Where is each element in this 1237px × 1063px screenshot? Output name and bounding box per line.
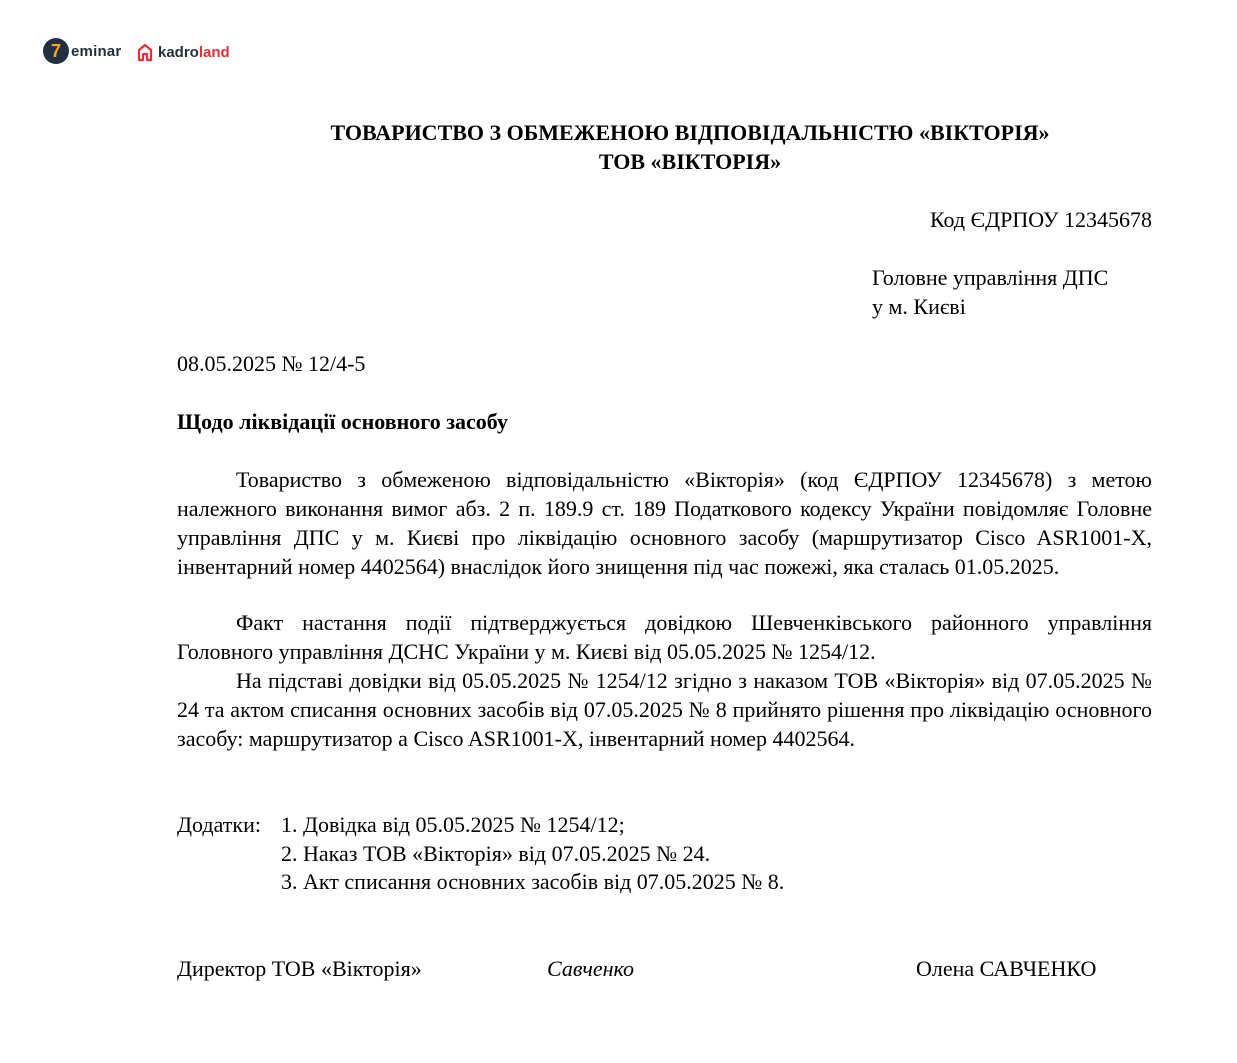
seminar-logo xyxy=(43,38,121,64)
letter-subject: Щодо ліквідації основного засобу xyxy=(177,409,508,434)
kadroland-logo xyxy=(136,42,230,62)
body-paragraph-1: Товариство з обмеженою відповідальністю «Вікторія» (код ЄДРПОУ 12345678) з метою належного виконання вимог абз. 2 п. 189.9 ст. 189 Податкового кодексу України повідомляє Головне управління ДПС у м. Києві про ліквідацію основного засобу (маршрутизатор Cisco ASR1001-X, інвентарний номер 4402564) внаслідок його знищення під час пожежі, яка сталась 01.05.2025. xyxy=(177,467,1152,579)
attachment-item-3: 3. Акт списання основних засобів від 07.05.2025 № 8. xyxy=(281,869,785,894)
kadroland-house-icon xyxy=(136,42,154,62)
seven-badge-icon: 7 xyxy=(43,38,69,64)
body-paragraph-3: На підставі довідки від 05.05.2025 № 1254/12 згідно з наказом ТОВ «Вікторія» від 07.05.2025 № 24 та актом списання основних засобів від 07.05.2025 № 8 прийнято рішення про ліквідацію основного засобу: маршрутизатор а Cisco ASR1001-X, інвентарний номер 4402564. xyxy=(177,668,1152,751)
date-number: 08.05.2025 № 12/4-5 xyxy=(177,351,366,376)
signer-name: Олена САВЧЕНКО xyxy=(916,956,1097,981)
attachments-label: Додатки: xyxy=(177,812,261,837)
kadroland-logo-text: kadroland xyxy=(158,43,230,61)
recipient-line-1: Головне управління ДПС xyxy=(872,265,1109,290)
signer-position: Директор ТОВ «Вікторія» xyxy=(177,956,422,981)
attachment-item-2: 2. Наказ ТОВ «Вікторія» від 07.05.2025 № 24. xyxy=(281,841,711,866)
handwritten-signature: Савченко xyxy=(547,956,635,981)
attachment-item-1: 1. Довідка від 05.05.2025 № 1254/12; xyxy=(281,812,625,837)
organization-short-name: ТОВ «ВІКТОРІЯ» xyxy=(598,149,782,174)
body-paragraph-2: Факт настання події підтверджується довідкою Шевченківського районного управління Головного управління ДСНС України у м. Києві від 05.05.2025 № 1254/12. xyxy=(177,610,1152,664)
edrpou-code: Код ЄДРПОУ 12345678 xyxy=(929,207,1152,232)
seminar-logo-text: eminar xyxy=(71,42,122,60)
organization-full-name: ТОВАРИСТВО З ОБМЕЖЕНОЮ ВІДПОВІДАЛЬНІСТЮ «ВІКТОРІЯ» xyxy=(330,120,1050,145)
recipient-line-2: у м. Києві xyxy=(872,294,966,319)
